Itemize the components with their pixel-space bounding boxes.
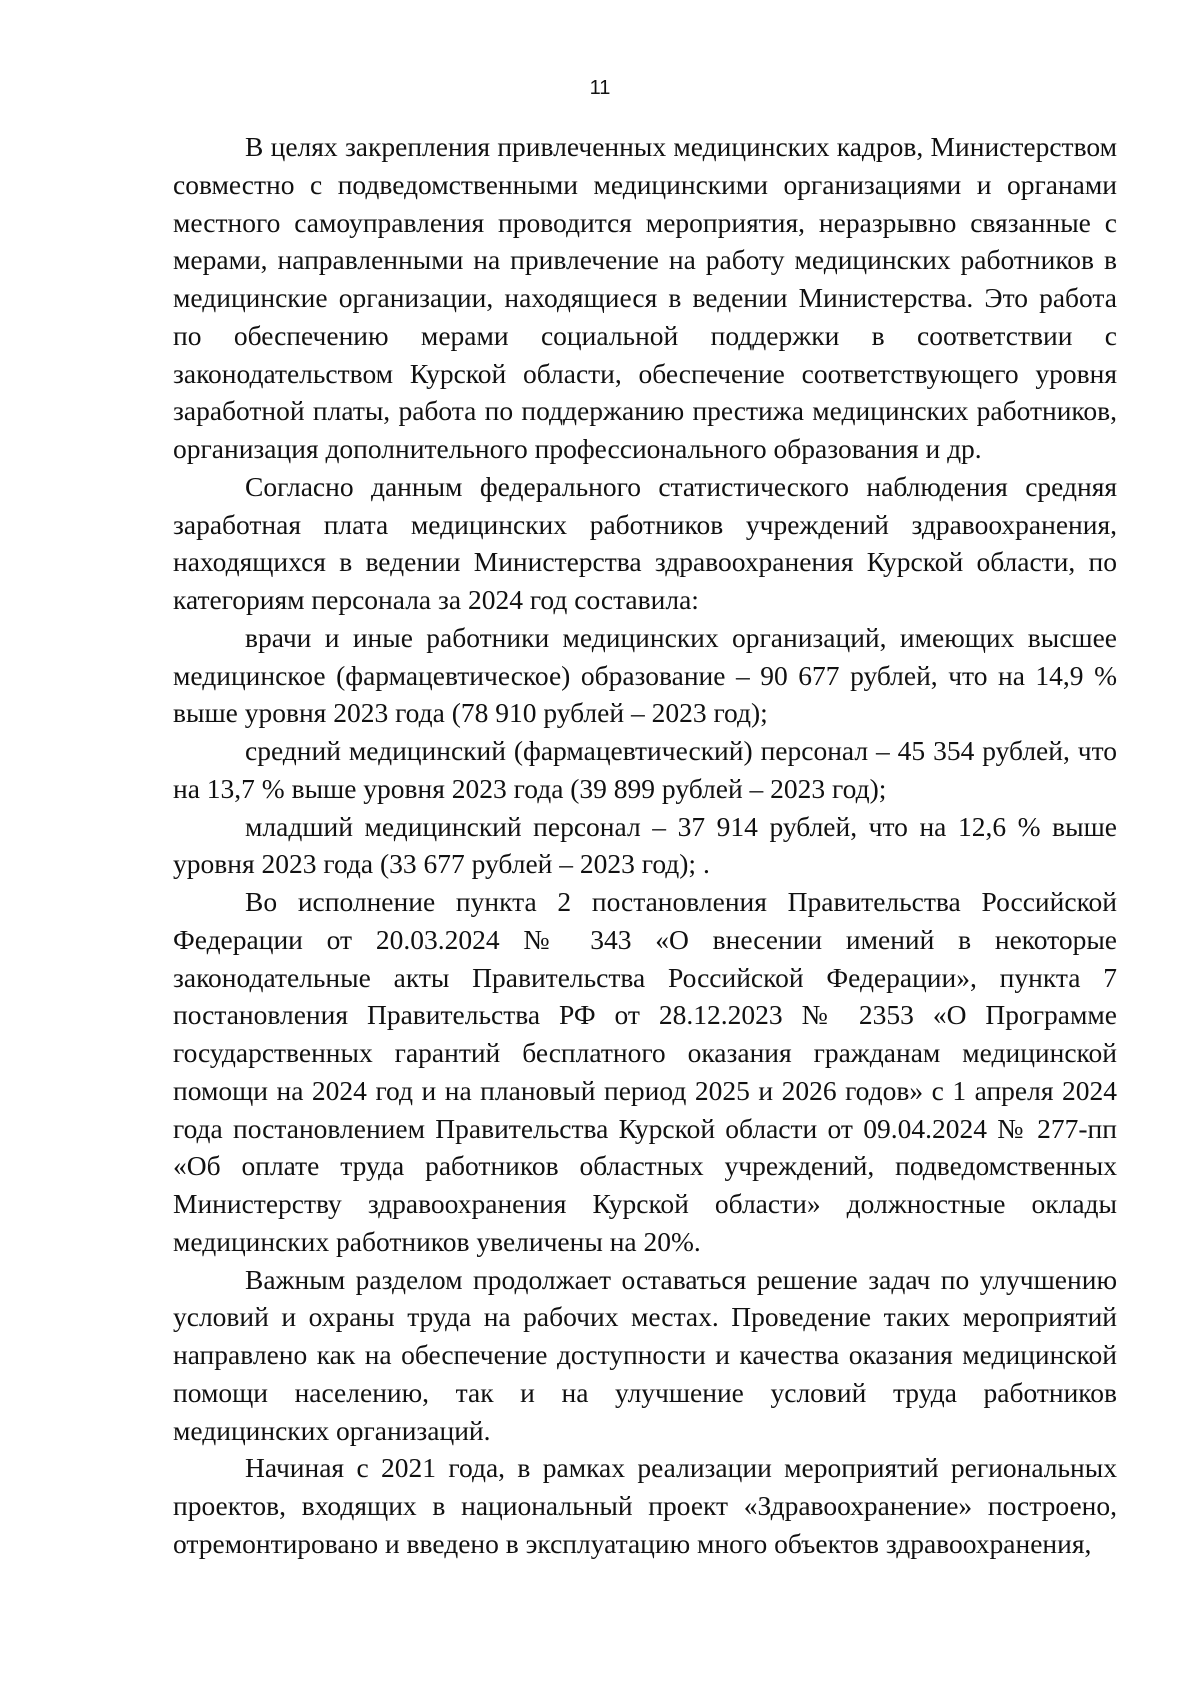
paragraph-salary-junior-staff: младший медицинский персонал – 37 914 рублей, что на 12,6 % выше уровня 2023 года (33 677 рублей – 2023 год); . bbox=[173, 810, 1117, 880]
paragraph-national-project: Начиная с 2021 года, в рамках реализации мероприятий региональных проектов, входящих в национальный проект «Здравоохранение» построено, отремонтировано и введено в эксплуатацию много объектов здравоохранения, bbox=[173, 1452, 1117, 1559]
paragraph-staff-retention: В целях закрепления привлеченных медицинских кадров, Министерством совместно с подведомственными медицинскими организациями и органами местного самоуправления проводится мероприятия, неразрывно связанные с мерами, направленными на привлечение на работу медицинских работников в медицинские организации, находящиеся в ведении Министерства. Это работа по обеспечению мерами социальной поддержки в соответствии с законодательством Курской области, обеспечение соответствующего уровня заработной платы, работа по поддержанию престижа медицинских работников, организация дополнительного профессионального образования и др. bbox=[173, 131, 1117, 464]
paragraph-salary-increase-decree: Во исполнение пункта 2 постановления Правительства Российской Федерации от 20.03.2024 № 343 «О внесении имений в некоторые законодательные акты Правительства Российской Федерации», пункта 7 постановления Правительства РФ от 28.12.2023 № 2353 «О Программе государственных гарантий бесплатного оказания гражданам медицинской помощи на 2024 год и на плановый период 2025 и 2026 годов» с 1 апреля 2024 года постановлением Правительства Курской области от 09.04.2024 № 277-пп «Об оплате труда работников областных учреждений, подведомственных Министерству здравоохранения Курской области» должностные оклады медицинских работников увеличены на 20%. bbox=[173, 886, 1117, 1257]
page-number: 11 bbox=[589, 77, 611, 99]
paragraph-salary-doctors: врачи и иные работники медицинских организаций, имеющих высшее медицинское (фармацевтическое) образование – 90 677 рублей, что на 14,9 % выше уровня 2023 года (78 910 рублей – 2023 год); bbox=[173, 621, 1117, 729]
document-body bbox=[173, 128, 1117, 1563]
paragraph-salary-mid-staff: средний медицинский (фармацевтический) персонал – 45 354 рублей, что на 13,7 % выше уровня 2023 года (39 899 рублей – 2023 год); bbox=[173, 735, 1117, 804]
paragraph-labor-conditions: Важным разделом продолжает оставаться решение задач по улучшению условий и охраны труда на рабочих местах. Проведение таких мероприятий направлено как на обеспечение доступности и качества оказания медицинской помощи населению, так и на улучшение условий труда работников медицинских организаций. bbox=[173, 1263, 1117, 1446]
paragraph-salary-intro: Согласно данным федерального статистического наблюдения средняя заработная плата медицинских работников учреждений здравоохранения, находящихся в ведении Министерства здравоохранения Курской области, по категориям персонала за 2024 год составила: bbox=[173, 470, 1117, 615]
